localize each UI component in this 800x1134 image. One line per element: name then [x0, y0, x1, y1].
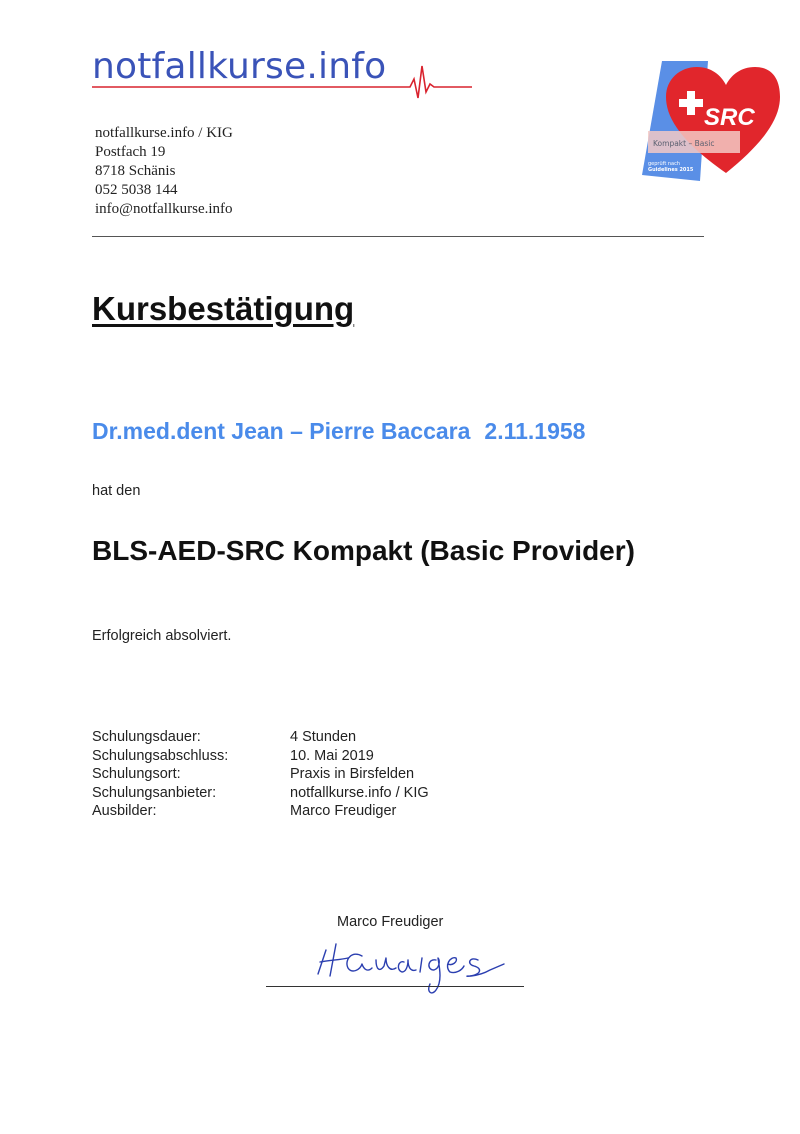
address-line: Postfach 19: [95, 144, 166, 160]
detail-value: Praxis in Birsfelden: [290, 766, 415, 782]
detail-row: [92, 747, 429, 766]
intro-text: hat den: [92, 483, 141, 499]
detail-label: Ausbilder:: [92, 803, 157, 819]
address-line: 8718 Schänis: [95, 163, 176, 179]
badge-note-line1: geprüft nach: [648, 161, 681, 167]
detail-label: Schulungsabschluss:: [92, 747, 229, 764]
detail-row: [92, 765, 429, 784]
detail-row: [92, 784, 429, 803]
address-line: info@notfallkurse.info: [95, 201, 233, 217]
detail-value: notfallkurse.info / KIG: [290, 784, 429, 801]
detail-label: Schulungsanbieter:: [92, 784, 217, 801]
detail-label: Schulungsdauer:: [92, 729, 201, 745]
document-title: Kursbestätigung: [92, 290, 355, 327]
signatory-name: Marco Freudiger: [337, 914, 444, 930]
ecg-line-icon: [92, 46, 482, 102]
badge-note-line2: Guidelines 2015: [648, 167, 694, 173]
participant: [92, 418, 585, 445]
badge-subtitle: Kompakt – Basic: [653, 139, 715, 148]
result-text: Erfolgreich absolviert.: [92, 628, 232, 644]
detail-value: 4 Stunden: [290, 729, 357, 745]
handwritten-signature: [300, 930, 530, 1000]
detail-row: [92, 728, 429, 747]
header-divider: [92, 236, 704, 237]
address-line: notfallkurse.info / KIG: [95, 125, 233, 141]
participant-birthdate: 2.11.1958: [484, 418, 586, 444]
course-name: BLS-AED-SRC Kompakt (Basic Provider): [92, 535, 635, 566]
company-logo: [92, 46, 482, 102]
logo-text: notfallkurse.info: [92, 46, 387, 87]
course-details: [92, 728, 429, 821]
detail-value: 10. Mai 2019: [290, 747, 374, 764]
badge-src-label: SRC: [704, 104, 755, 131]
detail-value: Marco Freudiger: [290, 803, 397, 819]
detail-label: Schulungsort:: [92, 766, 181, 782]
sender-address: [95, 124, 233, 219]
participant-name: Dr.med.dent Jean – Pierre Baccara: [92, 418, 471, 444]
address-line: 052 5038 144: [95, 182, 178, 198]
detail-row: [92, 802, 429, 821]
src-badge: [640, 55, 782, 181]
signature-line: [266, 986, 524, 987]
